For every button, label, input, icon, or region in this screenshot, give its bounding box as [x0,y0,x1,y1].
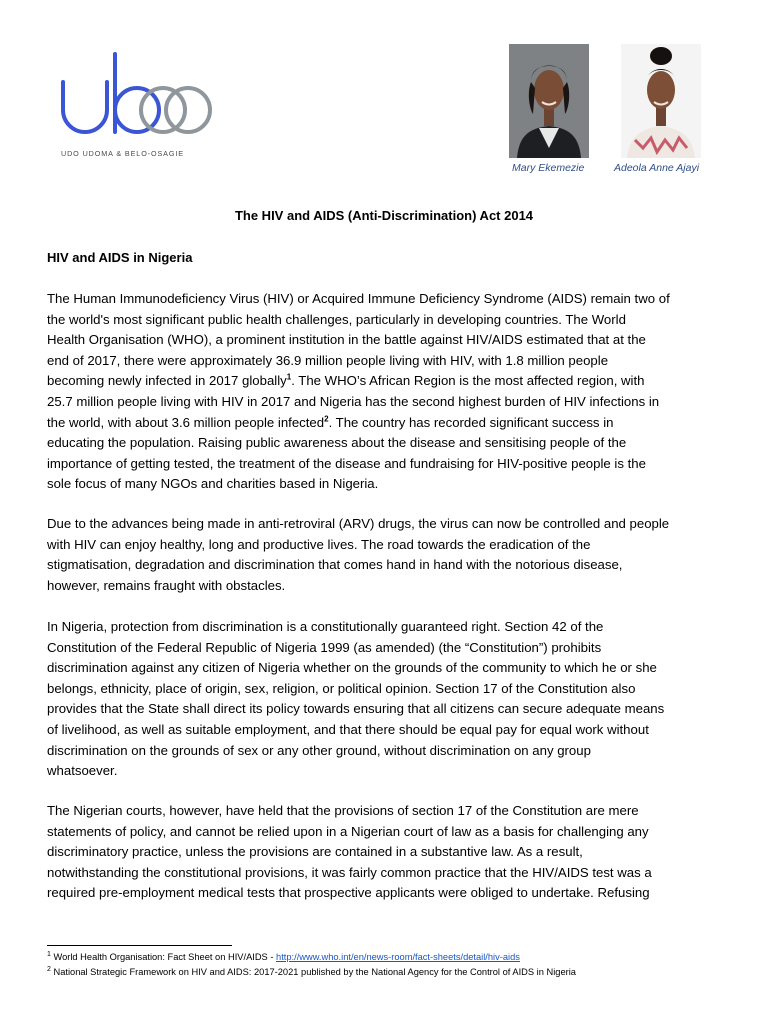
author-photo-mary-ekemezie [509,44,589,158]
body-paragraph [47,801,727,904]
text-line: provides that the State shall direct its policy towards ensuring that all citizens can secure adequate means [47,701,665,717]
text-fragment: the world, with about 3.6 million people infected [47,414,325,430]
text-line [47,371,727,392]
footnote-link[interactable]: http://www.who.int/en/news-room/fact-sheets/detail/hiv-aids [276,952,520,962]
author-name-caption: Adeola Anne Ajayi [614,162,700,174]
text-line: 25.7 million people living with HIV in 2017 and Nigeria has the second highest burden of HIV infections in [47,393,660,409]
text-line: The Human Immunodeficiency Virus (HIV) or Acquired Immune Deficiency Syndrome (AIDS) remain two of [47,291,670,306]
footnote-2 [47,967,576,977]
footnote-text: World Health Organisation: Fact Sheet on HIV/AIDS - [50,952,277,962]
text-line: notwithstanding the constitutional provisions, it was fairly common practice that the HIV/AIDS test was a [47,864,652,880]
text-line: statements of policy, and cannot be relied upon in a Nigerian court of law as a basis for challenging any [47,823,649,839]
author-name-caption: Mary Ekemezie [512,162,585,174]
body-paragraph [47,617,727,782]
text-line: importance of getting tested, the treatment of the disease and fundraising for HIV-positive people is the [47,455,646,471]
footnote-number: 1 [47,950,51,958]
text-fragment: . The country has recorded significant success in [328,414,614,430]
text-line [47,413,727,434]
text-line: discriminatory practice, unless the provisions are contained in a substantive law. As a result, [47,844,583,860]
text-line: Constitution of the Federal Republic of Nigeria 1999 (as amended) (the “Constitution”) prohibits [47,639,602,655]
text-fragment: . The WHO’s African Region is the most affected region, with [291,373,645,389]
footnote-ref-1[interactable]: 1 [286,372,292,382]
text-line: educating the population. Raising public awareness about the disease and sensitising people of the [47,435,627,451]
text-line: Health Organisation (WHO), a prominent institution in the battle against HIV/AIDS estimated that at the [47,332,646,348]
body-paragraph [47,289,727,495]
author-photo-adeola-anne-ajayi [621,44,701,158]
text-line: the world's most significant public health challenges, particularly in developing countries. The World [47,311,626,327]
text-line: required pre-employment medical tests that prospective applicants were obliged to undertake. Refusing [47,885,650,901]
logo-caption: UDO UDOMA & BELO-OSAGIE [61,149,184,158]
text-line: with HIV can enjoy healthy, long and productive lives. The road towards the eradication of the [47,536,591,552]
footnote-text: National Strategic Framework on HIV and AIDS: 2017-2021 published by the National Agency for the Control of AIDS in Nigeria [50,967,576,977]
text-line: whatsoever. [47,763,118,779]
text-line: sole focus of many NGOs and charities based in Nigeria. [47,476,379,492]
section-heading: HIV and AIDS in Nigeria [47,250,193,265]
text-line: belongs, ethnicity, place of origin, sex, religion, or political opinion. Section 17 of the Constitution also [47,680,636,696]
document-title: The HIV and AIDS (Anti-Discrimination) Act 2014 [234,208,534,223]
text-line: In Nigeria, protection from discrimination is a constitutionally guaranteed right. Section 42 of the [47,619,604,634]
footnote-1 [47,952,520,962]
body-paragraph [47,514,727,596]
text-line: of livelihood, as well as suitable employment, and that there should be equal pay for equal work without [47,721,649,737]
text-line: discrimination on the grounds of sex or any other ground, without discrimination on any group [47,742,591,758]
footnote-divider [47,945,232,946]
text-line: discrimination against any citizen of Nigeria whether on the grounds of the community to which he or she [47,660,657,676]
text-line: The Nigerian courts, however, have held that the provisions of section 17 of the Constitution are mere [47,803,639,818]
text-line: Due to the advances being made in anti-retroviral (ARV) drugs, the virus can now be controlled and people [47,516,670,531]
text-line: however, remains fraught with obstacles. [47,577,286,593]
ubo-logo-mark [55,52,215,147]
text-fragment: becoming newly infected in 2017 globally [47,373,287,389]
firm-logo [55,52,215,162]
footnote-ref-2[interactable]: 2 [324,414,329,424]
footnote-number: 2 [47,965,51,973]
text-line: stigmatisation, degradation and discrimination that comes hand in hand with the notorious disease, [47,557,623,573]
text-line: end of 2017, there were approximately 36.9 million people living with HIV, with 1.8 million people [47,352,609,368]
